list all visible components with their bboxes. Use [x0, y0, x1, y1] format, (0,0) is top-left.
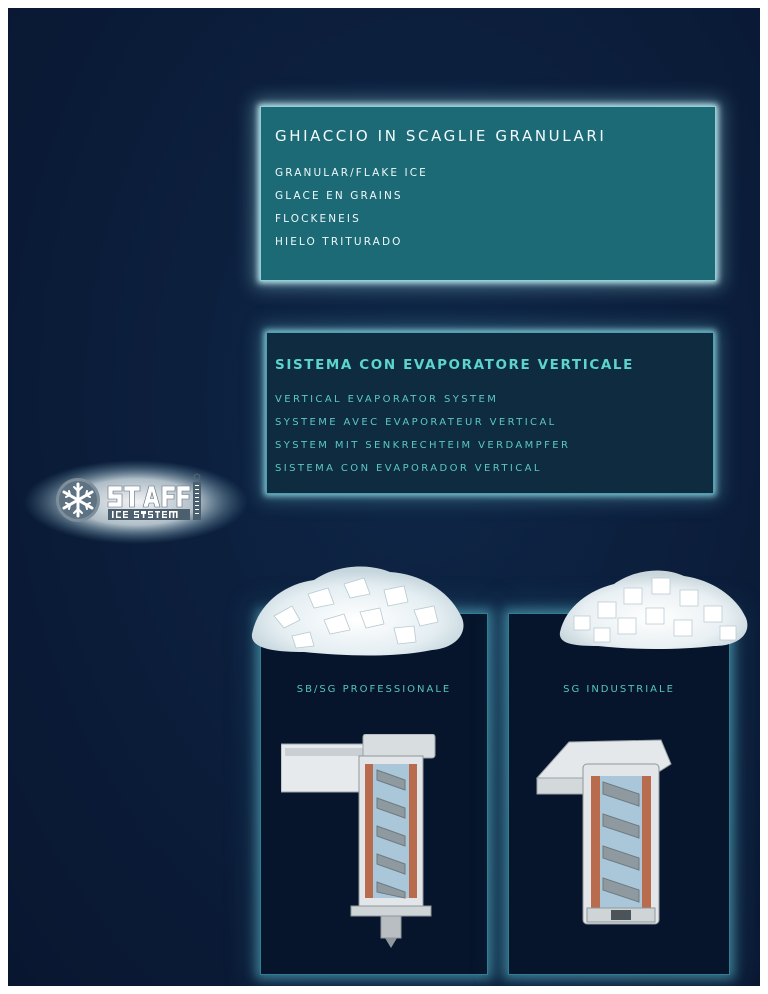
granular-ice-line-es: HIELO TRITURADO [275, 236, 403, 248]
brochure-page [8, 8, 760, 986]
product-label-industrial: SG INDUSTRIALE [563, 684, 675, 695]
granular-ice-line-de: FLOCKENEIS [275, 213, 361, 225]
evaporator-system-box [266, 332, 714, 494]
evaporator-system-title: SISTEMA CON EVAPORATORE VERTICALE [275, 357, 634, 373]
evaporator-line-en: VERTICAL EVAPORATOR SYSTEM [275, 394, 499, 405]
flake-ice-pile-image [244, 556, 476, 660]
product-panel-industrial [508, 613, 730, 975]
snowflake-icon [56, 478, 100, 522]
product-label-professional: SB/SG PROFESSIONALE [296, 684, 452, 695]
evaporator-line-es: SISTEMA CON EVAPORADOR VERTICAL [275, 463, 542, 474]
granular-ice-line-en: GRANULAR/FLAKE ICE [275, 167, 428, 179]
professional-machine-cutaway [281, 734, 451, 954]
granular-ice-title: GHIACCIO IN SCAGLIE GRANULARI [275, 127, 607, 145]
granular-ice-pile-image [554, 556, 754, 652]
evaporator-line-de: SYSTEM MIT SENKRECHTEIM VERDAMPFER [275, 440, 571, 451]
granular-ice-box [260, 106, 716, 281]
product-panel-professional [260, 613, 488, 975]
industrial-machine-cutaway [531, 734, 701, 954]
granular-ice-line-fr: GLACE EN GRAINS [275, 190, 403, 202]
staff-ice-system-logo [22, 458, 250, 546]
evaporator-line-fr: SYSTEME AVEC EVAPORATEUR VERTICAL [275, 417, 557, 428]
